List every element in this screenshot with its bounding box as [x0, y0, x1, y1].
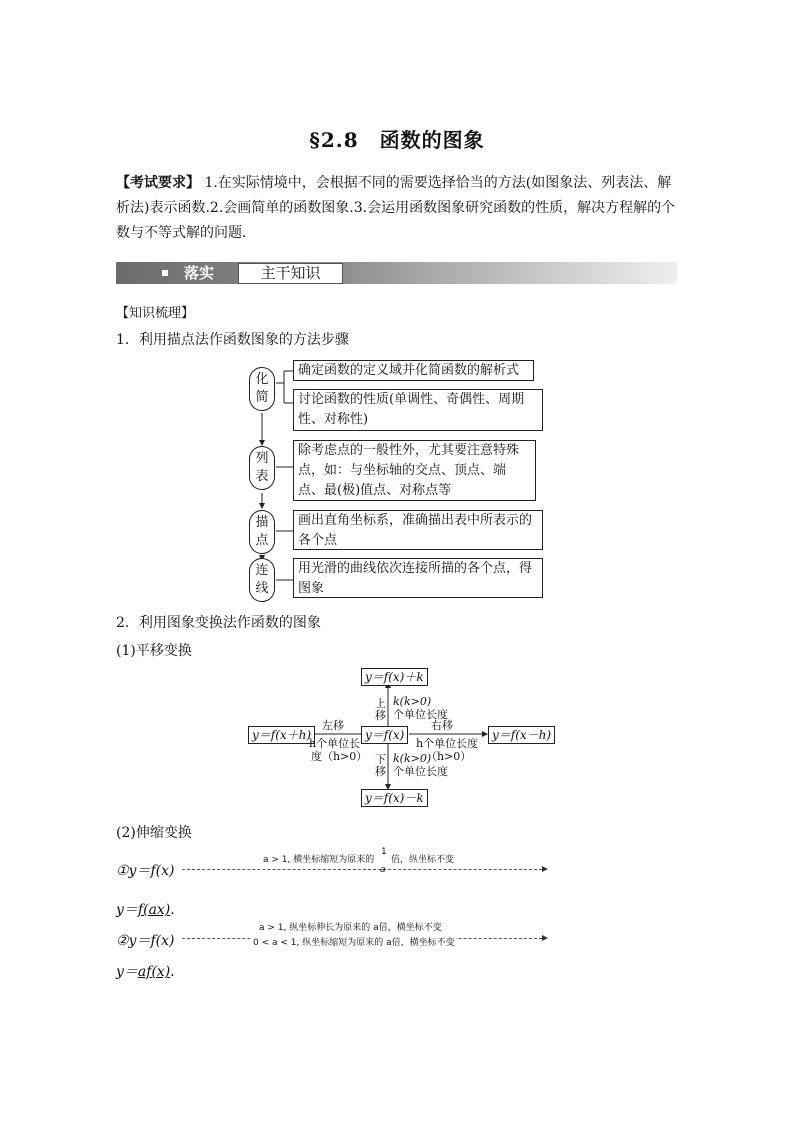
scaling-row2-result: y＝af(x)．	[116, 964, 185, 980]
left-move: 左移	[322, 719, 344, 732]
box-simplify-1: 确定函数的定义域并化简函数的解析式	[293, 360, 534, 381]
box-plot: 画出直角坐标系，准确描出表中所表示的各个点	[293, 510, 543, 550]
box-connect: 用光滑的曲线依次连接所描的各个点，得图象	[293, 558, 543, 598]
row2-text-2: 0 < a < 1, 纵坐标缩短为原来的 a倍，横坐标不变	[253, 938, 455, 948]
down-cond: k(k>0)	[393, 752, 432, 765]
step-simplify: 化 简	[249, 367, 275, 411]
item1-heading: 1．利用描点法作函数图象的方法步骤	[116, 332, 349, 348]
func-center: y＝f(x)	[361, 726, 408, 744]
row1-frac-den: a	[380, 865, 386, 875]
func-down: y＝f(x)－k	[361, 789, 428, 807]
arrow-right-icon	[542, 866, 548, 872]
right-cond: （h>0）	[426, 750, 472, 763]
scaling-row2-start: ②y＝f(x)	[116, 933, 175, 949]
box-simplify-2: 讨论函数的性质(单调性、奇偶性、周期性、对称性)	[293, 389, 543, 431]
section-left-label: 落实	[116, 262, 238, 284]
knowledge-label: 【知识梳理】	[116, 306, 195, 321]
arrow-right-icon-2	[542, 935, 548, 941]
up-cond: k(k>0)	[393, 695, 432, 708]
right-move: 右移	[431, 719, 453, 732]
right-unit: h个单位长度	[416, 737, 479, 750]
requirements-label: 【考试要求】	[116, 175, 200, 191]
row2-text-1: a > 1, 纵坐标伸长为原来的 a倍，横坐标不变	[259, 923, 442, 933]
page-title: §2.8 函数的图象	[309, 128, 485, 152]
row1-text-b: 倍，纵坐标不变	[391, 855, 455, 865]
requirements-text: 1.在实际情境中，会根据不同的需要选择恰当的方法(如图象法、列表法、解析法)表示函数.2.会画简单的函数图象.3.会运用函数图象研究函数的性质，解决方程解的个数与不等式解的问题．	[116, 175, 676, 241]
down-move-1: 下	[375, 753, 386, 766]
section-tab: 主干知识	[238, 263, 343, 284]
down-move-2: 移	[375, 765, 386, 778]
scaling-row1-result: y＝f(ax)．	[116, 902, 185, 918]
scaling-row1-start: ①y＝f(x)	[116, 863, 175, 879]
square-bullet-icon	[162, 270, 168, 276]
translation-heading: (1)平移变换	[116, 643, 192, 659]
func-up: y＝f(x)＋k	[361, 668, 428, 686]
row1-frac-num: 1	[381, 847, 387, 857]
left-cond: 度（h>0）	[311, 750, 368, 763]
scaling-row1-line	[182, 869, 542, 870]
scaling-heading: (2)伸缩变换	[116, 825, 192, 841]
row1-text-a: a > 1, 横坐标缩短为原来的	[263, 855, 375, 865]
func-right: y＝f(x－h)	[488, 726, 555, 744]
func-left: y＝f(x＋h)	[248, 726, 315, 744]
down-unit: 个单位长度	[393, 765, 448, 778]
up-move-2: 移	[375, 709, 386, 722]
step-tabulate: 列 表	[249, 446, 275, 490]
up-unit: 个单位长度	[393, 708, 448, 721]
exam-requirements	[116, 171, 682, 246]
item2-heading: 2．利用图象变换法作函数的图象	[116, 615, 321, 631]
left-unit: h个单位长	[309, 737, 361, 750]
up-move-1: 上	[375, 697, 386, 710]
step-plot: 描 点	[249, 510, 275, 554]
box-tabulate: 除考虑点的一般性外，尤其要注意特殊点，如：与坐标轴的交点、顶点、端点、最(极)值点、对称点等	[293, 440, 536, 501]
step-connect: 连 线	[249, 558, 275, 602]
